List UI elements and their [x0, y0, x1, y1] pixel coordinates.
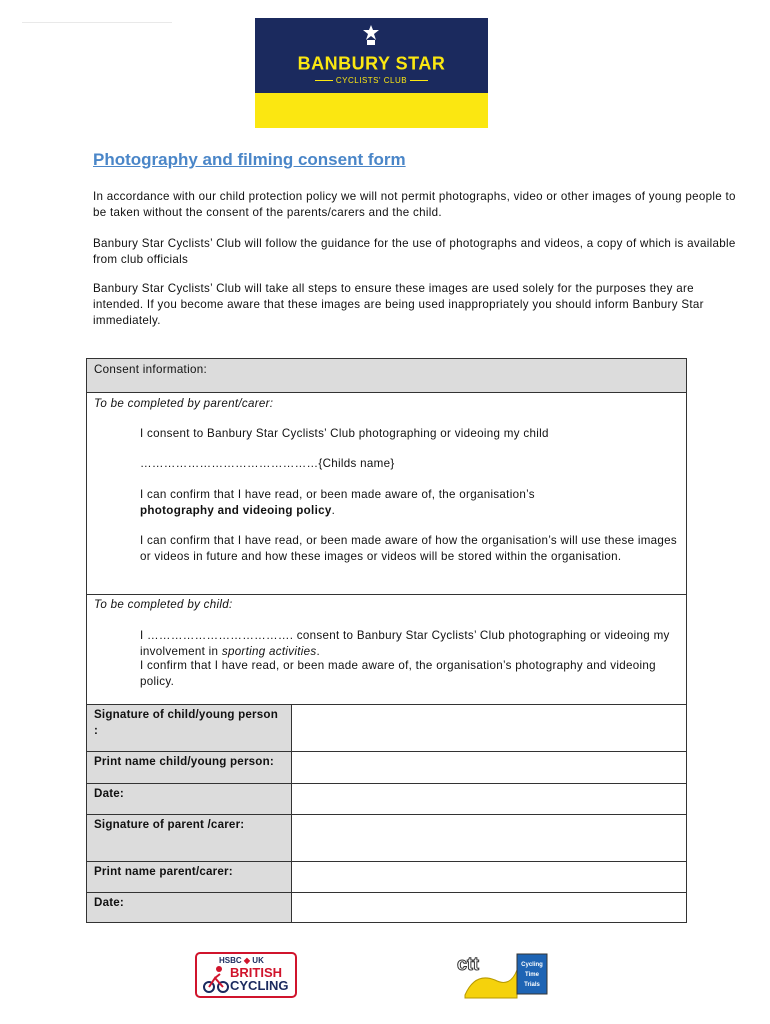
banbury-star-logo [255, 18, 488, 128]
consent-heading: Consent information: [94, 363, 207, 376]
date-child-row [87, 784, 686, 815]
consent-heading-row [87, 359, 686, 393]
date-parent-field[interactable] [292, 893, 686, 922]
british-cycling-logo [195, 952, 297, 998]
cycling-time-trials-logo [455, 950, 550, 1000]
date-parent-row [87, 893, 686, 922]
signature-parent-row [87, 815, 686, 862]
logo-yellow-band [255, 93, 488, 128]
page-title: Photography and filming consent form [93, 150, 406, 169]
confirm-policy-text: I can confirm that I have read, or been made aware of, the organisation’s photography and videoing policy. [140, 488, 535, 517]
parent-consent-text: I consent to Banbury Star Cyclists’ Club photographing or videoing my child [140, 427, 549, 440]
signature-child-field[interactable] [292, 705, 686, 751]
date-child-label: Date: [87, 784, 292, 814]
cyclist-icon [202, 964, 230, 994]
print-name-child-label: Print name child/young person: [87, 752, 292, 783]
page-corner-rule [22, 22, 172, 23]
cycling-text: CYCLING [230, 978, 289, 993]
child-confirm-text: I confirm that I have read, or been made aware of, the organisation’s photography and videoing policy. [140, 659, 656, 688]
childs-name-line: ………………………………………{Childs name} [140, 457, 395, 470]
child-section [87, 595, 686, 705]
intro-paragraph-1: In accordance with our child protection policy we will not permit photographs, video or other images of young people to be taken without the consent of the parents/carers and the child. [93, 190, 736, 219]
consent-table [86, 358, 687, 923]
logo-club-subtitle: CYCLISTS' CLUB [255, 76, 488, 85]
print-name-parent-row [87, 862, 686, 893]
date-parent-label: Date: [87, 893, 292, 922]
logo-club-name: BANBURY STAR [297, 52, 446, 74]
svg-text:ctt: ctt [457, 954, 479, 974]
child-consent-text: I ………………………………. consent to Banbury Star Cyclists’ Club photographing or videoing my involvement in sporting activities. [140, 629, 670, 658]
signature-parent-field[interactable] [292, 815, 686, 861]
parent-section-heading: To be completed by parent/carer: [94, 397, 274, 410]
ctt-text-time: Time [525, 972, 539, 978]
intro-paragraph-2: Banbury Star Cyclists’ Club will follow the guidance for the use of photographs and videos, a copy of which is available from club officials [93, 237, 736, 266]
signature-row-child [87, 705, 686, 752]
date-child-field[interactable] [292, 784, 686, 814]
confirm-usage-text: I can confirm that I have read, or been made aware of how the organisation’s will use these images or videos in future and how these images or videos will be stored within the organisation. [140, 534, 678, 563]
sporting-activities-italic: sporting activities [221, 644, 317, 658]
print-name-parent-field[interactable] [292, 862, 686, 892]
british-text: BRITISH [230, 965, 282, 980]
print-name-child-row [87, 752, 686, 784]
ctt-text-trials: Trials [524, 982, 540, 988]
print-name-child-field[interactable] [292, 752, 686, 783]
policy-name-bold: photography and videoing policy [140, 503, 332, 517]
child-section-heading: To be completed by child: [94, 598, 233, 611]
print-name-parent-label: Print name parent/carer: [87, 862, 292, 892]
signature-child-label: Signature of child/young person : [87, 705, 292, 751]
intro-paragraph-3: Banbury Star Cyclists’ Club will take all steps to ensure these images are used solely for the purposes they are intended. If you become aware that these images are being used inappropriately you should inform Banbury Star immediately. [93, 282, 704, 327]
ctt-text-cycling: Cycling [521, 962, 543, 968]
signature-parent-label: Signature of parent /carer: [87, 815, 292, 861]
crest-icon [361, 24, 381, 46]
parent-section [87, 393, 686, 595]
hsbc-uk-text: HSBC ◆ UK [219, 956, 264, 965]
